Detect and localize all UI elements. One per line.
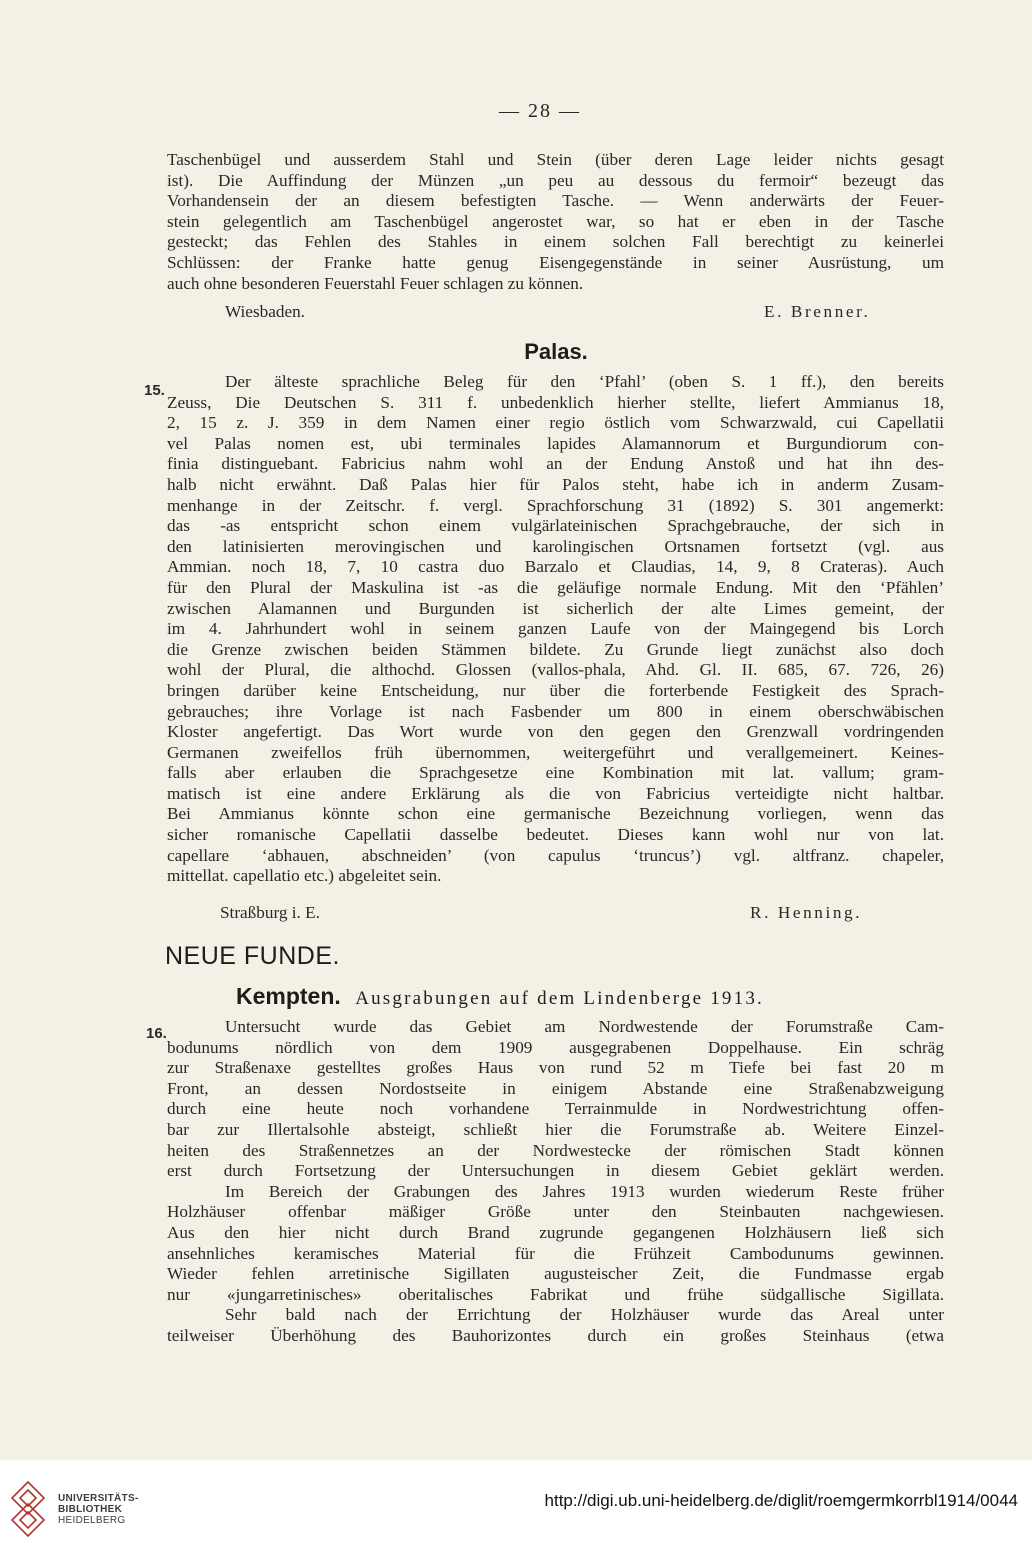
text-line: erst durch Fortsetzung der Untersuchungen in diesem Gebiet geklärt werden. [167,1161,944,1181]
block1-author: E. Brenner. [764,302,871,321]
text-line: zwischen Alamannen und Burgunden ist sicherlich der alte Limes gemeint, der [167,598,944,618]
palas-paragraph [167,372,944,887]
text-line: Im Bereich der Grabungen des Jahres 1913 wurden wiederum Reste früher [225,1181,944,1201]
palas-title: Palas. [524,339,588,364]
text-line: auch ohne besonderen Feuerstahl Feuer schlagen zu können. [167,273,584,293]
text-line: Bei Ammianus könnte schon eine germanische Bezeichnung vorliegen, wenn das [167,804,944,824]
text-line: bringen darüber keine Entscheidung, nur über die forterbende Festigkeit des Sprach- [167,680,944,700]
text-line: wohl der Plural, die althochd. Glossen (vallos-phala, Ahd. Gl. II. 685, 67. 726, 26) [167,660,944,680]
text-line: die Grenze zwischen beiden Stämmen bildete. Zu Grunde liegt zunächst also doch [167,639,944,659]
text-line: bodunums nördlich von dem 1909 ausgegrabenen Doppelhause. Ein schräg [167,1037,944,1057]
text-line: Holzhäuser offenbar mäßiger Größe unter den Steinbauten nachgewiesen. [167,1202,944,1222]
library-name-line: BIBLIOTHEK [58,1504,123,1515]
text-line: halb nicht erwähnt. Daß Palas hier für Palos steht, habe ich in anderm Zusam- [167,474,944,494]
section-title: NEUE FUNDE. [165,942,340,970]
text-line: Ammian. noch 18, 7, 10 castra duo Barzalo et Claudias, 14, 9, 8 Crateras). Auch [167,557,944,577]
library-name [58,1493,139,1526]
text-line: menhange in der Zeitschr. f. vergl. Sprachforschung 31 (1892) S. 301 angemerkt: [167,495,944,515]
library-name-line: UNIVERSITÄTS- [58,1493,139,1504]
text-line: finia distinguebant. Fabricius nahm wohl an der Endung Anstoß und hat ihn des- [167,454,944,474]
library-name-line: HEIDELBERG [58,1515,126,1526]
text-line: Zeuss, Die Deutschen S. 311 f. unbedenklich hierher stellte, liefert Ammianus 18, [167,392,944,412]
text-line: gesteckt; das Fehlen des Stahles in einem solchen Fall berechtigt zu keinerlei [167,232,944,252]
text-line: mittellat. capellatio etc.) abgeleitet sein. [167,866,442,886]
text-line: Front, an dessen Nordostseite in einigem Abstande eine Straßenabzweigung [167,1078,944,1098]
text-line: capellare ‘abhauen, abschneiden’ (von capulus ‘truncus’) vgl. altfranz. chapeler, [167,845,944,865]
text-line: für den Plural der Maskulina ist -as die geläufige normale Endung. Mit den ‘Pfählen’ [167,577,944,597]
text-line: bar zur Illertalsohle absteigt, schließt hier die Forumstraße ab. Weitere Einzel- [167,1119,944,1139]
page-number: — 28 — [499,100,581,122]
text-line: heiten des Straßennetzes an der Nordwestecke der römischen Stadt können [167,1140,944,1160]
text-line: Wieder fehlen arretinische Sigillaten augusteischer Zeit, die Fundmasse ergab [167,1264,944,1284]
palas-place: Straßburg i. E. [220,903,320,922]
text-line: gebrauches; ihre Vorlage ist nach Fasbender um 800 in einem oberschwäbischen [167,701,944,721]
text-line: sicher romanische Capellatii dasselbe bedeutet. Dieses kann wohl nur von lat. [167,825,944,845]
text-line: Kloster angefertigt. Das Wort wurde von den gegen den Grenzwall vordringenden [167,722,944,742]
text-line: das -as entspricht schon einem vulgärlateinischen Sprachgebrauche, der sich in [167,516,944,536]
palas-entry-number: 15. [144,382,165,399]
place-subtitle: Ausgrabungen auf dem Lindenberge 1913. [355,988,764,1009]
text-line: nur «jungarretinisches» oberitalisches Fabrikat und frühe südgallische Sigillata. [167,1284,944,1304]
text-line: matisch ist eine andere Erklärung als die von Fabricius verteidigte nicht haltbar. [167,783,944,803]
text-line: vel Palas nomen est, ubi terminales lapides Alamannorum et Burgundiorum con- [167,433,944,453]
library-logo-icon [10,1480,46,1538]
block1-paragraph [167,150,944,294]
text-line: Aus den hier nicht durch Brand zugrunde gegangenen Holzhäusern ließ sich [167,1222,944,1242]
text-line: falls aber erlauben die Sprachgesetze eine Kombination mit lat. vallum; gram- [167,763,944,783]
text-line: Untersucht wurde das Gebiet am Nordwestende der Forumstraße Cam- [225,1017,944,1036]
text-line: Schlüssen: der Franke hatte genug Eisengegenstände in seiner Ausrüstung, um [167,252,944,272]
text-line: durch eine heute noch vorhandene Terrainmulde in Nordwestrichtung offen- [167,1099,944,1119]
palas-author: R. Henning. [750,903,863,922]
text-line: ansehnliches keramisches Material für die Frühzeit Cambodunums gewinnen. [167,1243,944,1263]
text-line: Vorhandensein der an diesem befestigten Tasche. — Wenn anderwärts der Feuer- [167,191,944,211]
text-line: Germanen zweifellos früh übernommen, weitergeführt und verallgemeinert. Keines- [167,742,944,762]
block1-place: Wiesbaden. [225,302,305,321]
text-line: Sehr bald nach der Errichtung der Holzhäuser wurde das Areal unter [225,1305,944,1325]
kempten-heading [236,983,764,1010]
text-line: zur Straßenaxe gestelltes großes Haus von rund 52 m Tiefe bei fast 20 m [167,1058,944,1078]
kempten-entry-number: 16. [146,1025,167,1042]
place-heading: Kempten. [236,983,341,1009]
text-line: teilweiser Überhöhung des Bauhorizontes durch ein großes Steinhaus (etwa [167,1325,944,1345]
text-line: im 4. Jahrhundert wohl in seinem ganzen Laufe von der Maingegend bis Lorch [167,619,944,639]
text-line: ist). Die Auffindung der Münzen „un peu au dessous du fermoir“ bezeugt das [167,170,944,190]
text-line: 2, 15 z. J. 359 in dem Namen einer regio östlich vom Schwarzwald, cui Capellatii [167,413,944,433]
kempten-text [167,1017,944,1347]
source-url-link[interactable]: http://digi.ub.uni-heidelberg.de/diglit/roemgermkorrbl1914/0044 [544,1491,1018,1510]
text-line: stein gelegentlich am Taschenbügel angerostet war, so hat er eben in der Tasche [167,211,944,231]
text-line: Taschenbügel und ausserdem Stahl und Stein (über deren Lage leider nichts gesagt [167,150,944,169]
text-line: Der älteste sprachliche Beleg für den ‘Pfahl’ (oben S. 1 ff.), den bereits [225,372,944,391]
text-line: den latinisierten merovingischen und karolingischen Ortsnamen fortsetzt (vgl. aus [167,536,944,556]
